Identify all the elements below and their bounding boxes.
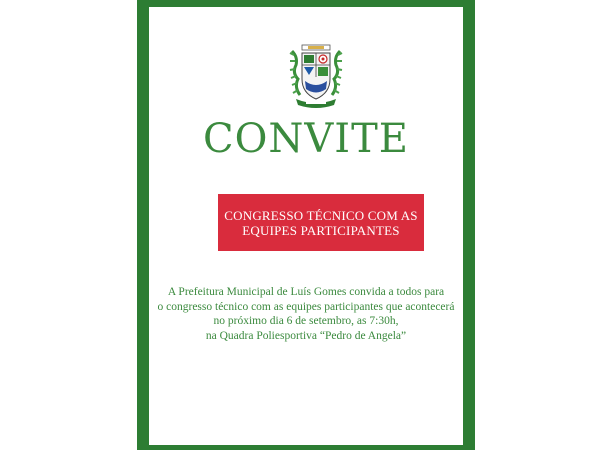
invitation-message [149, 285, 463, 343]
message-line-4: na Quadra Poliesportiva “Pedro de Angela” [205, 329, 407, 342]
banner-line-2: EQUIPES PARTICIPANTES [242, 222, 400, 238]
message-line-3: no próximo dia 6 de setembro, as 7:30h, [213, 315, 399, 327]
invitation-card-frame [137, 0, 475, 450]
message-line-2: o congresso técnico com as equipes participantes que acontecerá [157, 300, 455, 313]
event-banner [218, 194, 424, 251]
invitation-card [149, 7, 463, 445]
invitation-title: CONVITE [203, 116, 409, 162]
coat-of-arms-icon [288, 43, 344, 109]
banner-line-1: CONGRESSO TÉCNICO COM AS [224, 207, 418, 223]
message-line-1: A Prefeitura Municipal de Luís Gomes convida a todos para [167, 286, 445, 298]
